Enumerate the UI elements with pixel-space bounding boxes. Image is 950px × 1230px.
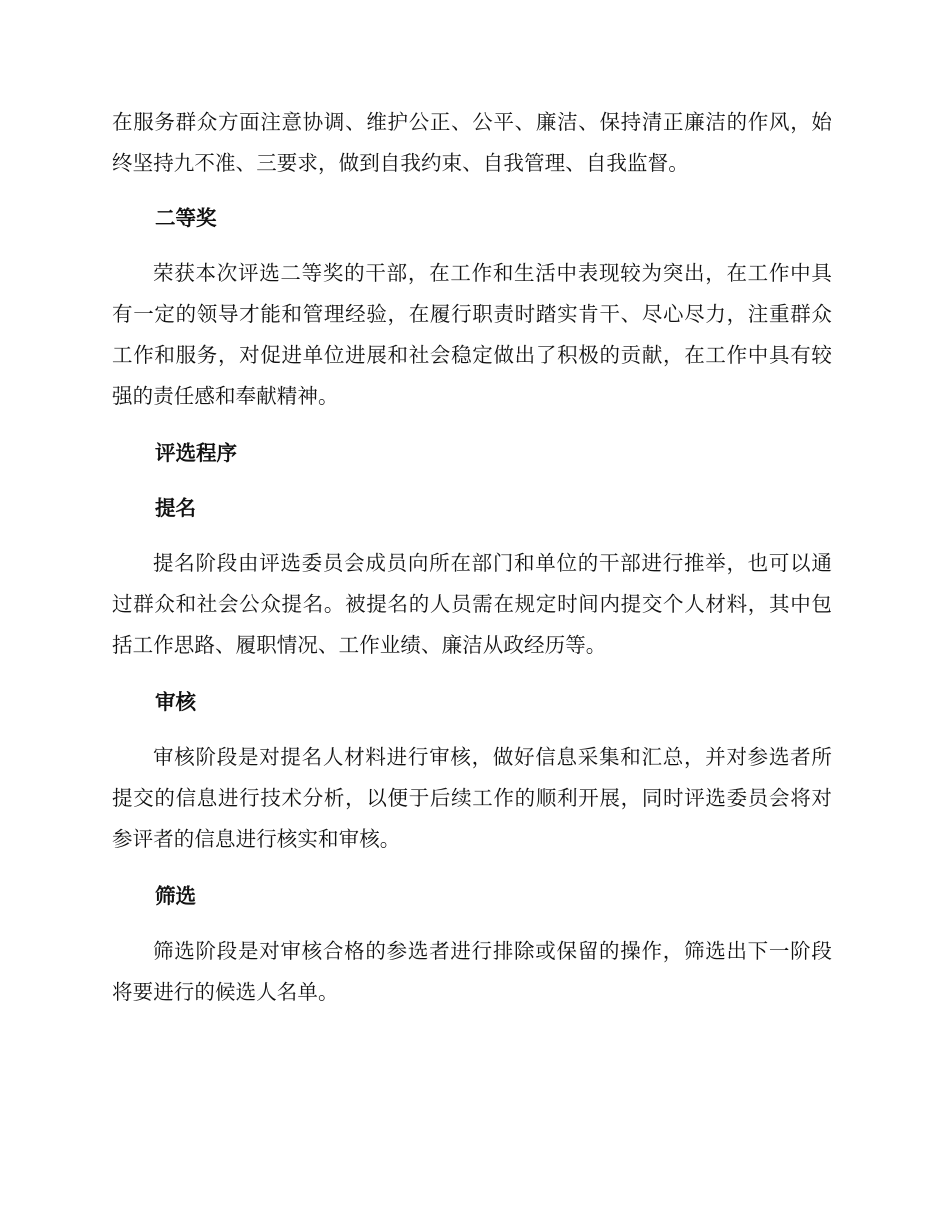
paragraph-continuation: 在服务群众方面注意协调、维护公正、公平、廉洁、保持清正廉洁的作风，始终坚持九不准、三要求，做到自我约束、自我管理、自我监督。 xyxy=(112,110,832,175)
heading-procedure: 评选程序 xyxy=(155,441,237,465)
paragraph-screening: 筛选阶段是对审核合格的参选者进行排除或保留的操作，筛选出下一阶段将要进行的候选人名单。 xyxy=(112,939,832,1004)
document-page xyxy=(112,102,832,1013)
paragraph-second-prize: 荣获本次评选二等奖的干部，在工作和生活中表现较为突出，在工作中具有一定的领导才能和管理经验，在履行职责时踏实肯干、尽心尽力，注重群众工作和服务，对促进单位进展和社会稳定做出了积极的贡献，在工作中具有较强的责任感和奉献精神。 xyxy=(112,261,832,408)
heading-screening: 筛选 xyxy=(155,884,196,908)
paragraph-nomination: 提名阶段由评选委员会成员向所在部门和单位的干部进行推举，也可以通过群众和社会公众提名。被提名的人员需在规定时间内提交个人材料，其中包括工作思路、履职情况、工作业绩、廉洁从政经历等。 xyxy=(112,551,832,657)
heading-nomination: 提名 xyxy=(155,496,196,520)
heading-second-prize: 二等奖 xyxy=(155,206,217,230)
paragraph-review: 审核阶段是对提名人材料进行审核，做好信息采集和汇总，并对参选者所提交的信息进行技术分析，以便于后续工作的顺利开展，同时评选委员会将对参评者的信息进行核实和审核。 xyxy=(112,745,832,851)
heading-review: 审核 xyxy=(155,690,196,714)
